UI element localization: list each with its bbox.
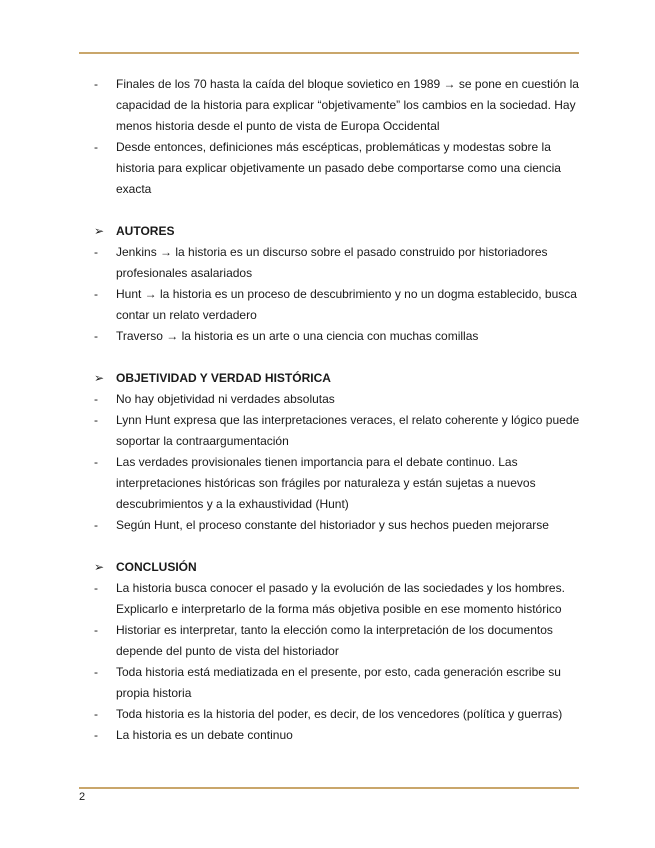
list-item	[94, 410, 584, 452]
bullet-dash: -	[94, 287, 98, 301]
list-item-text: Desde entonces, definiciones más escépticas, problemáticas y modestas sobre la historia para explicar objetivamente un pasado debe comportarse como una ciencia exacta	[116, 140, 561, 196]
bullet-dash: -	[94, 623, 98, 637]
list-item-text: La historia es un debate continuo	[116, 728, 293, 742]
list-item-text: Finales de los 70 hasta la caída del bloque sovietico en 1989 → se pone en cuestión la capacidad de la historia para explicar “objetivamente” los cambios en la sociedad. Hay menos historia desde el punto de vista de Europa Occidental	[116, 77, 579, 133]
arrow-bullet-icon: ➢	[94, 224, 105, 238]
section-heading-objetividad	[94, 368, 584, 389]
list-item-text: Historiar es interpretar, tanto la elección como la interpretación de los documentos depende del punto de vista del historiador	[116, 623, 553, 658]
list-item-text: Lynn Hunt expresa que las interpretaciones veraces, el relato coherente y lógico puede soportar la contraargumentación	[116, 413, 580, 448]
list-item-text: Jenkins → la historia es un discurso sobre el pasado construido por historiadores profesionales asalariados	[116, 245, 548, 280]
list-item-text: Toda historia es la historia del poder, es decir, de los vencedores (política y guerras)	[116, 707, 563, 721]
list-item	[94, 74, 584, 137]
bullet-dash: -	[94, 413, 98, 427]
section-title: CONCLUSIÓN	[116, 560, 197, 574]
bullet-dash: -	[94, 728, 98, 742]
list-item	[94, 326, 584, 347]
list-item	[94, 578, 584, 620]
list-item	[94, 515, 584, 536]
arrow-bullet-icon: ➢	[94, 560, 105, 574]
list-item	[94, 242, 584, 284]
section-heading-conclusion	[94, 557, 584, 578]
list-item-text: Traverso → la historia es un arte o una ciencia con muchas comillas	[116, 329, 479, 343]
list-item	[94, 137, 584, 200]
page-number: 2	[79, 791, 86, 803]
bullet-dash: -	[94, 581, 98, 595]
bullet-dash: -	[94, 518, 98, 532]
section-heading-autores	[94, 221, 584, 242]
bullet-dash: -	[94, 707, 98, 721]
bullet-dash: -	[94, 140, 98, 154]
bullet-dash: -	[94, 245, 98, 259]
document-body	[94, 74, 584, 746]
list-item-text: Según Hunt, el proceso constante del historiador y sus hechos pueden mejorarse	[116, 518, 549, 532]
arrow-bullet-icon: ➢	[94, 371, 105, 385]
list-item-text: Hunt → la historia es un proceso de descubrimiento y no un dogma establecido, busca contar un relato verdadero	[116, 287, 577, 322]
list-item	[94, 620, 584, 662]
bullet-dash: -	[94, 665, 98, 679]
section-title: OBJETIVIDAD Y VERDAD HISTÓRICA	[116, 371, 331, 385]
section-title: AUTORES	[116, 224, 175, 238]
bullet-dash: -	[94, 392, 98, 406]
list-item	[94, 389, 584, 410]
bullet-dash: -	[94, 77, 98, 91]
list-item-text: La historia busca conocer el pasado y la evolución de las sociedades y los hombres. Explicarlo e interpretarlo de la forma más objetiva posible en ese momento histórico	[116, 581, 565, 616]
list-item	[94, 725, 584, 746]
list-item-text: Las verdades provisionales tienen importancia para el debate continuo. Las interpretaciones históricas son frágiles por naturaleza y están sujetas a nuevos descubrimientos y a la exhaustividad (Hunt)	[116, 455, 536, 511]
bullet-dash: -	[94, 329, 98, 343]
list-item	[94, 452, 584, 515]
list-item-text: No hay objetividad ni verdades absolutas	[116, 392, 335, 406]
list-item	[94, 704, 584, 725]
header-rule	[79, 52, 579, 54]
footer-rule	[79, 787, 579, 789]
list-item-text: Toda historia está mediatizada en el presente, por esto, cada generación escribe su propia historia	[116, 665, 561, 700]
bullet-dash: -	[94, 455, 98, 469]
list-item	[94, 662, 584, 704]
list-item	[94, 284, 584, 326]
